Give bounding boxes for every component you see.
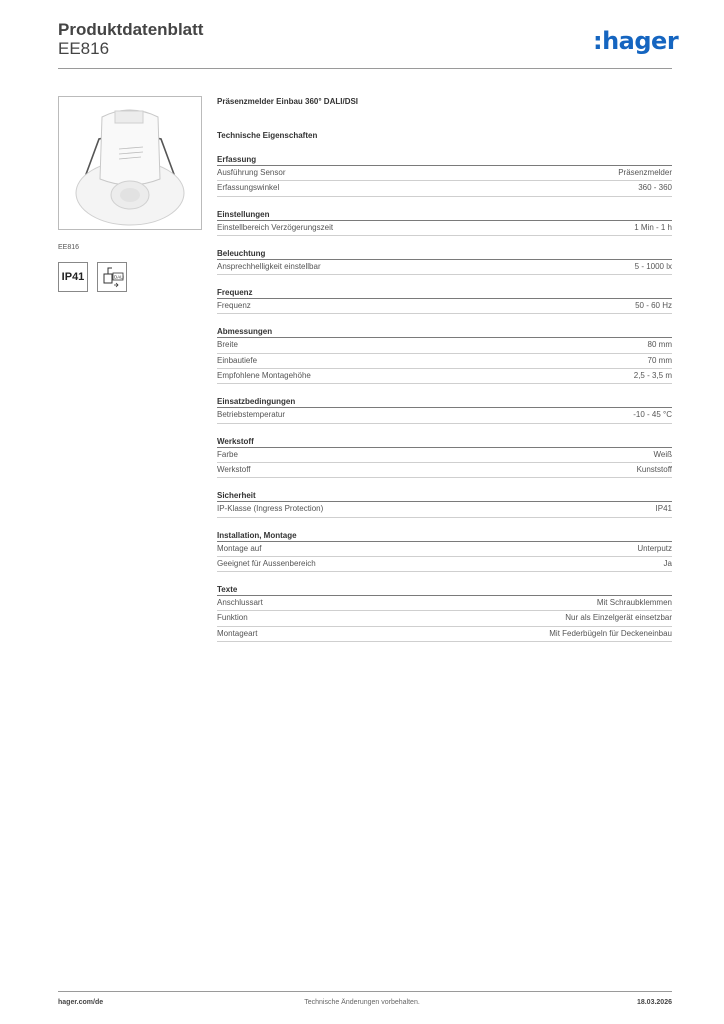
spec-label: Ausführung Sensor: [217, 168, 286, 177]
spec-row: [217, 354, 672, 369]
spec-section: [217, 286, 672, 314]
dali-dsi-icon: [97, 262, 127, 292]
spec-value: Kunststoff: [636, 464, 672, 474]
spec-value: 50 - 60 Hz: [635, 301, 672, 311]
spec-row: [217, 408, 672, 423]
spec-label: Ansprechhelligkeit einstellbar: [217, 261, 321, 271]
spec-label: Geeignet für Aussenbereich: [217, 558, 316, 568]
spec-label: Empfohlene Montagehöhe: [217, 371, 311, 381]
spec-value: 360 - 360: [638, 183, 672, 193]
technical-properties-heading: Technische Eigenschaften: [217, 131, 318, 140]
product-code: EE816: [58, 39, 110, 58]
section-heading: Einsatzbedingungen: [217, 395, 672, 408]
spec-section: [217, 435, 672, 479]
spec-row: [217, 166, 672, 181]
section-heading: Installation, Montage: [217, 529, 672, 542]
spec-value: -10 - 45 °C: [633, 410, 672, 420]
spec-label: Anschlussart: [217, 598, 263, 608]
spec-value: 5 - 1000 lx: [634, 261, 672, 271]
section-heading: Sicherheit: [217, 489, 672, 502]
spec-section: [217, 325, 672, 384]
ip41-badge: IP41: [58, 262, 88, 292]
spec-value: Unterputz: [637, 543, 672, 553]
spec-label: Funktion: [217, 613, 248, 623]
spec-value: 1 Min - 1 h: [634, 222, 672, 232]
spec-section: [217, 489, 672, 517]
presence-detector-icon: [59, 97, 201, 229]
page-title: Produktdatenblatt: [58, 20, 204, 39]
product-name: Präsenzmelder Einbau 360° DALI/DSI: [217, 97, 359, 106]
spec-label: Montageart: [217, 628, 258, 638]
spec-label: Einstellbereich Verzögerungszeit: [217, 222, 334, 232]
spec-row: [217, 299, 672, 314]
section-heading: Abmessungen: [217, 325, 672, 338]
spec-value: 80 mm: [647, 340, 672, 350]
spec-row: [217, 221, 672, 236]
section-heading: Beleuchtung: [217, 247, 672, 260]
spec-value: Weiß: [653, 449, 672, 459]
spec-row: [217, 181, 672, 196]
footer-divider: [58, 991, 672, 992]
section-heading: Texte: [217, 583, 672, 596]
spec-row: [217, 542, 672, 557]
spec-section: [217, 529, 672, 573]
spec-value: 70 mm: [647, 355, 672, 365]
spec-row: [217, 596, 672, 611]
footer-date: 18.03.2026: [636, 999, 672, 1006]
spec-section: [217, 395, 672, 423]
spec-row: [217, 260, 672, 275]
spec-section: [217, 583, 672, 642]
spec-label: Werkstoff: [217, 464, 251, 474]
spec-label: IP-Klasse (Ingress Protection): [217, 504, 324, 514]
spec-row: [217, 502, 672, 517]
spec-row: [217, 463, 672, 478]
spec-label: Frequenz: [217, 301, 251, 311]
footer-website: hager.com/de: [58, 999, 104, 1006]
header-divider: [58, 68, 672, 69]
svg-text:DALI: DALI: [114, 274, 125, 280]
spec-value: Präsenzmelder: [618, 168, 672, 177]
section-heading: Einstellungen: [217, 208, 672, 221]
section-heading: Frequenz: [217, 286, 672, 299]
spec-row: [217, 369, 672, 384]
spec-content: [217, 96, 672, 642]
spec-row: [217, 338, 672, 353]
image-caption: EE816: [58, 244, 80, 251]
section-heading: Werkstoff: [217, 435, 672, 448]
spec-value: IP41: [655, 504, 672, 514]
spec-section: [217, 208, 672, 236]
spec-label: Einbautiefe: [217, 355, 258, 365]
spec-value: 2,5 - 3,5 m: [633, 371, 672, 381]
spec-value: Mit Schraubklemmen: [596, 598, 672, 608]
spec-row: [217, 611, 672, 626]
section-heading: Erfassung: [217, 153, 672, 166]
spec-value: Nur als Einzelgerät einsetzbar: [565, 613, 672, 623]
spec-label: Betriebstemperatur: [217, 410, 286, 420]
spec-label: Erfassungswinkel: [217, 183, 280, 193]
spec-section: [217, 153, 672, 197]
spec-value: Mit Federbügeln für Deckeneinbau: [549, 628, 672, 638]
product-image: [58, 96, 202, 230]
spec-row: [217, 557, 672, 572]
spec-value: Ja: [663, 558, 672, 568]
spec-section: [217, 247, 672, 275]
hager-logo: :hager: [593, 27, 679, 55]
spec-label: Farbe: [217, 449, 238, 459]
spec-label: Montage auf: [217, 543, 262, 553]
footer-notice: Technische Änderungen vorbehalten.: [304, 999, 420, 1006]
spec-row: [217, 448, 672, 463]
spec-label: Breite: [217, 340, 238, 350]
spec-row: [217, 627, 672, 642]
